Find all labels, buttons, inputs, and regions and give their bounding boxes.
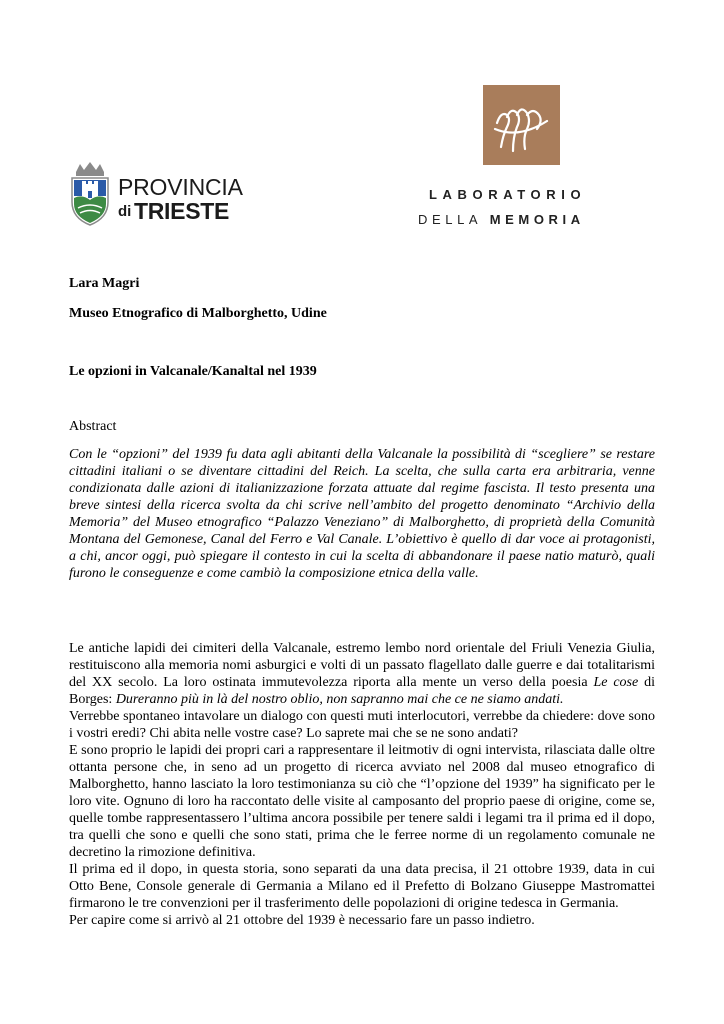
laboratorio-title: LABORATORIO — [429, 187, 587, 202]
body-paragraph: Il prima ed il dopo, in questa storia, sono separati da una data precisa, il 21 ottobre 1939, data in cui Otto Bene, Console generale di Germania a Milano ed il Prefetto di Bolzano Giuseppe Mastromattei firmarono le tre convenzioni per il trasferimento delle popolazioni di origine tedesca in Germania. — [69, 862, 655, 911]
poem-title: Le cose — [593, 675, 639, 690]
body-paragraph: E sono proprio le lapidi dei propri cari a rappresentare il leitmotiv di ogni intervista, rilasciata dalle oltre ottanta persone che, in seno ad un progetto di ricerca avviato nel 2008 dal museo etnografico di Malborghetto, hanno lasciato la loro testimonianza su ciò che “l’opzione del 1939” ha significato per le loro vite. Ognuno di loro ha raccontato delle visite al camposanto del proprio paese di origine, come se, quelle tombe rappresentassero l’ultima ancora possibile per tenere saldi i legami tra il prima ed il dopo, tra quelli che sono e quelli che sono stati, prima che le ferree norme di un regolamento comunale ne decretino la rimozione definitiva. — [69, 743, 655, 860]
provincia-crest-icon — [68, 162, 112, 226]
laboratorio-subtitle-bold: MEMORIA — [489, 212, 585, 227]
laboratorio-emblem-icon — [483, 85, 560, 165]
provincia-name: PROVINCIA — [118, 174, 243, 200]
laboratorio-subtitle — [418, 212, 585, 227]
author-affiliation: Museo Etnografico di Malborghetto, Udine — [69, 306, 327, 321]
provincia-di: di — [118, 203, 132, 220]
author-name: Lara Magri — [69, 276, 140, 291]
laboratorio-logo-square — [483, 85, 560, 165]
body-text — [69, 640, 655, 929]
body-paragraph: Verrebbe spontaneo intavolare un dialogo con questi muti interlocutori, verrebbe da chiedere: dove sono i vostri eredi? Chi abita nelle vostre case? Lo saprete mai che se ne sono andati? — [69, 709, 655, 741]
abstract-heading: Abstract — [69, 419, 117, 434]
poem-quote: Dureranno più in là del nostro oblio, non sapranno mai che ce ne siamo andati. — [115, 692, 564, 707]
laboratorio-subtitle-prefix: DELLA — [418, 212, 482, 227]
paragraph-text: Le antiche lapidi dei cimiteri della Valcanale, estremo lembo nord orientale del Friuli Venezia Giulia, restituiscono alla memoria nomi asburgici e volti di un passato flagellato dalle guerre e dai totalitarismi del XX secolo. La loro ostinata immutevolezza riporta alla mente un verso della poesia — [69, 641, 655, 690]
paragraph-text: di Borges: — [69, 675, 655, 707]
abstract-text: Con le “opzioni” del 1939 fu data agli abitanti della Valcanale la possibilità di “scegliere” se restare cittadini italiani o se diventare cittadini del Reich. La scelta, che sulla carta era arbitraria, venne condizionata dalle azioni di italianizzazione forzata attuate dal regime fascista. Il testo presenta una breve sintesi della ricerca svolta da chi scrive nell’ambito del progetto denominato “Archivio della Memoria” del Museo etnografico “Palazzo Veneziano” di Malborghetto, di proprietà della Comunità Montana del Gemonese, Canal del Ferro e Val Canale. L’obiettivo è quello di dar voce ai protagonisti, a chi, ancor oggi, può spiegare il contesto in cui la scelta di abbandonare il paese natio maturò, quali furono le conseguenze e come cambiò la composizione etnica della valle. — [69, 447, 655, 581]
provincia-logo — [68, 162, 258, 228]
provincia-city: TRIESTE — [134, 198, 230, 224]
paper-title: Le opzioni in Valcanale/Kanaltal nel 1939 — [69, 364, 317, 379]
body-paragraph: Per capire come si arrivò al 21 ottobre del 1939 è necessario fare un passo indietro. — [69, 913, 535, 928]
body-paragraph — [69, 640, 655, 708]
